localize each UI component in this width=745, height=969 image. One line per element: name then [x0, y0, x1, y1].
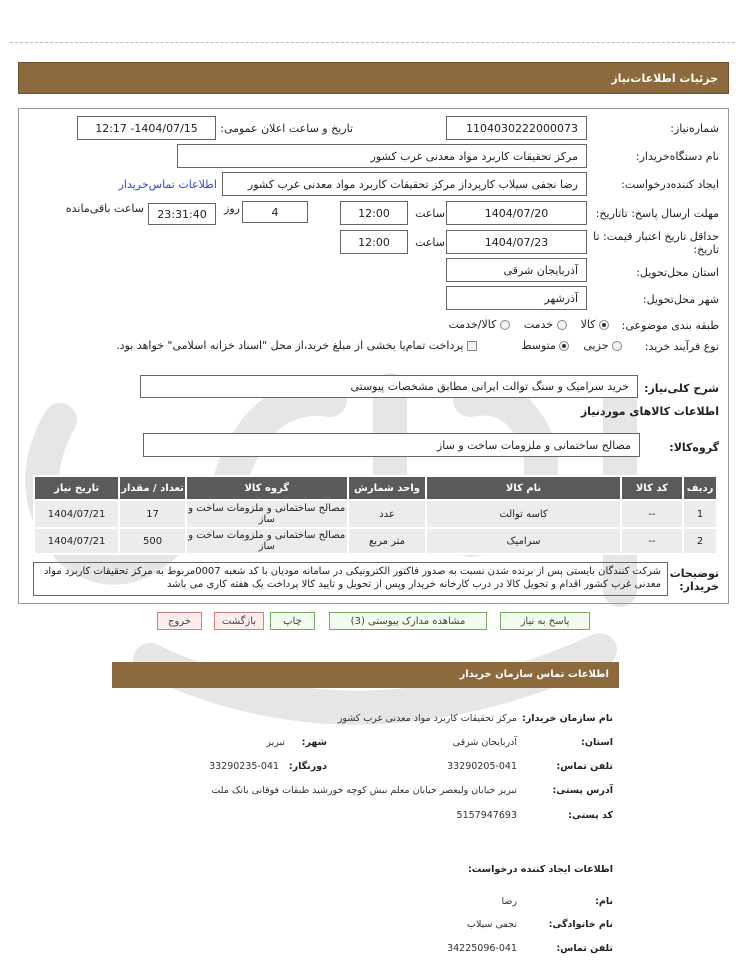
- table-row: [34, 528, 717, 554]
- contact-org: مرکز تحقیقات کاربرد مواد معدنی غرب کشور: [337, 713, 517, 724]
- process-option-medium[interactable]: متوسط: [521, 339, 569, 352]
- notes-field: شرکت کنندگان بایستی پس از برنده شدن نسبت به صدور فاکتور الکترونیکی در سامانه مودیان با کد شعبه 0007مربوط به مرکز تحقیقات کاربرد مواد معدنی غرب کشور اقدام و تحویل کالا در درب کارخانه خریدار وپس از تحویل و تایید کالا پرداخت یک هفته کاری می باشد: [33, 562, 668, 596]
- back-button[interactable]: بازگشت: [214, 612, 264, 630]
- deadline-hour-field: 12:00: [340, 201, 408, 225]
- contact-header: [112, 662, 619, 688]
- cell-unit: عدد: [348, 500, 427, 528]
- validity-hour-label: ساعت: [415, 236, 445, 249]
- radio-icon: [500, 320, 510, 330]
- treasury-option[interactable]: [116, 339, 477, 352]
- cell-group: مصالح ساختمانی و ملزومات ساخت و ساز: [186, 500, 348, 528]
- need-number-label: شماره‌نیاز:: [670, 122, 719, 135]
- province-field: آذربایجان شرقی: [446, 258, 587, 282]
- col-row-no: ردیف: [683, 476, 717, 500]
- category-option-goods[interactable]: کالا: [581, 318, 609, 331]
- city-field: آذرشهر: [446, 286, 587, 310]
- details-header: [18, 62, 729, 94]
- deadline-date-field: 1404/07/20: [446, 201, 587, 225]
- table-row: [34, 500, 717, 528]
- exit-button[interactable]: خروج: [157, 612, 202, 630]
- cell-date: 1404/07/21: [34, 500, 119, 528]
- cell-qty: 17: [119, 500, 186, 528]
- goods-group-label: گروه‌کالا:: [669, 441, 719, 454]
- summary-label: شرح کلی‌نیاز:: [644, 382, 719, 395]
- cell-group: مصالح ساختمانی و ملزومات ساخت و ساز: [186, 528, 348, 554]
- contact-org-label: نام سازمان خریدار:: [522, 713, 613, 724]
- deadline-hour-label: ساعت: [415, 207, 445, 220]
- summary-field: خرید سرامیک و سنگ توالت ایرانی مطابق مشخصات پیوستی: [140, 375, 638, 398]
- top-divider: [10, 42, 735, 43]
- cell-name: کاسه توالت: [426, 500, 620, 528]
- requester-label: ایجاد کننده‌درخواست:: [621, 178, 719, 191]
- remaining-label: ساعت باقی‌مانده: [65, 202, 144, 215]
- cell-unit: متر مربع: [348, 528, 427, 554]
- col-unit: واحد شمارش: [348, 476, 427, 500]
- contact-fax-label: دورنگار:: [288, 761, 327, 772]
- cell-code: --: [621, 500, 683, 528]
- cell-date: 1404/07/21: [34, 528, 119, 554]
- deadline-label: مهلت ارسال پاسخ: تاتاریخ:: [595, 207, 719, 220]
- reply-button[interactable]: پاسخ به نیاز: [500, 612, 590, 630]
- col-code: کد کالا: [621, 476, 683, 500]
- print-button[interactable]: چاپ: [270, 612, 315, 630]
- goods-table: [33, 475, 718, 555]
- contact-postal-label: کد پستی:: [568, 810, 613, 821]
- radio-icon: [599, 320, 609, 330]
- contact-province: آذربایجان شرقی: [452, 737, 517, 748]
- details-header-title: جزئیات اطلاعات‌نیاز: [611, 72, 718, 85]
- radio-icon: [559, 341, 569, 351]
- cell-row-no: 2: [683, 528, 717, 554]
- table-header-row: [34, 476, 717, 500]
- province-label: استان محل‌تحویل:: [636, 266, 719, 279]
- min-validity-label: حداقل تاریخ اعتبار قیمت: تا تاریخ:: [593, 230, 719, 256]
- creator-name: رضا: [501, 896, 517, 907]
- goods-info-heading: اطلاعات کالاهای موردنیاز: [580, 405, 719, 418]
- col-date: تاریخ نیاز: [34, 476, 119, 500]
- validity-hour-field: 12:00: [340, 230, 408, 254]
- contact-address: تبریز خیابان ولیعصر خیابان معلم نبش کوچه خورشید طبقات فوقانی بانک ملت: [211, 785, 517, 796]
- contact-header-title: اطلاعات تماس سازمان خریدار: [459, 669, 609, 680]
- attachments-button[interactable]: مشاهده مدارک پیوستی (3): [329, 612, 487, 630]
- goods-group-field: مصالح ساختمانی و ملزومات ساخت و ساز: [143, 433, 640, 457]
- category-option-service[interactable]: خدمت: [524, 318, 567, 331]
- checkbox-icon: [467, 341, 477, 351]
- announce-datetime-field: 1404/07/15- 12:17: [77, 116, 216, 140]
- contact-fax: 33290235-041: [209, 761, 279, 772]
- announce-datetime-label: تاریخ و ساعت اعلان عمومی:: [220, 122, 353, 135]
- creator-title: اطلاعات ایجاد کننده درخواست:: [467, 864, 613, 875]
- need-number-field: 1104030222000073: [446, 116, 587, 140]
- time-left-field: 23:31:40: [148, 203, 216, 225]
- cell-code: --: [621, 528, 683, 554]
- treasury-note: پرداخت تمام‌یا بخشی از مبلغ خرید،از محل "اسناد خزانه اسلامی" خواهد بود.: [116, 339, 464, 352]
- cell-row-no: 1: [683, 500, 717, 528]
- col-qty: تعداد / مقدار: [119, 476, 186, 500]
- requester-field: رضا نجفی سیلاب کارپرداز مرکز تحقیقات کاربرد مواد معدنی غرب کشور: [222, 172, 587, 196]
- category-option-both[interactable]: کالا/خدمت: [449, 318, 510, 331]
- contact-city-label: شهر:: [301, 737, 327, 748]
- process-option-minor[interactable]: جزیی: [583, 339, 622, 352]
- buyer-org-field: مرکز تحقیقات کاربرد مواد معدنی غرب کشور: [177, 144, 587, 168]
- contact-address-label: آدرس پستی:: [552, 785, 613, 796]
- process-label: نوع فرآیند خرید:: [644, 340, 719, 353]
- category-label: طبقه بندی موضوعی:: [621, 319, 719, 332]
- contact-postal: 5157947693: [456, 810, 517, 821]
- category-radio-group: [449, 318, 610, 331]
- validity-date-field: 1404/07/23: [446, 230, 587, 254]
- cell-name: سرامیک: [426, 528, 620, 554]
- contact-province-label: استان:: [581, 737, 613, 748]
- notes-label: توضیحات خریدار:: [669, 567, 719, 593]
- creator-phone: 34225096-041: [447, 943, 517, 954]
- cell-qty: 500: [119, 528, 186, 554]
- col-name: نام کالا: [426, 476, 620, 500]
- contact-phone-label: تلفن تماس:: [556, 761, 613, 772]
- creator-phone-label: تلفن تماس:: [556, 943, 613, 954]
- creator-family-label: نام خانوادگی:: [548, 919, 613, 930]
- process-radio-group: [521, 339, 622, 352]
- creator-name-label: نام:: [595, 896, 613, 907]
- radio-icon: [557, 320, 567, 330]
- contact-city: تبریز: [266, 737, 285, 748]
- day-label: روز: [224, 202, 240, 215]
- buyer-org-label: نام دستگاه‌خریدار:: [635, 150, 719, 163]
- days-left-field: 4: [242, 201, 308, 223]
- creator-family: نجفی سیلاب: [467, 919, 517, 930]
- col-group: گروه کالا: [186, 476, 348, 500]
- radio-icon: [612, 341, 622, 351]
- contact-phone: 33290205-041: [447, 761, 517, 772]
- buyer-contact-link[interactable]: اطلاعات تماس‌خریدار: [118, 178, 217, 191]
- city-label: شهر محل‌تحویل:: [642, 293, 719, 306]
